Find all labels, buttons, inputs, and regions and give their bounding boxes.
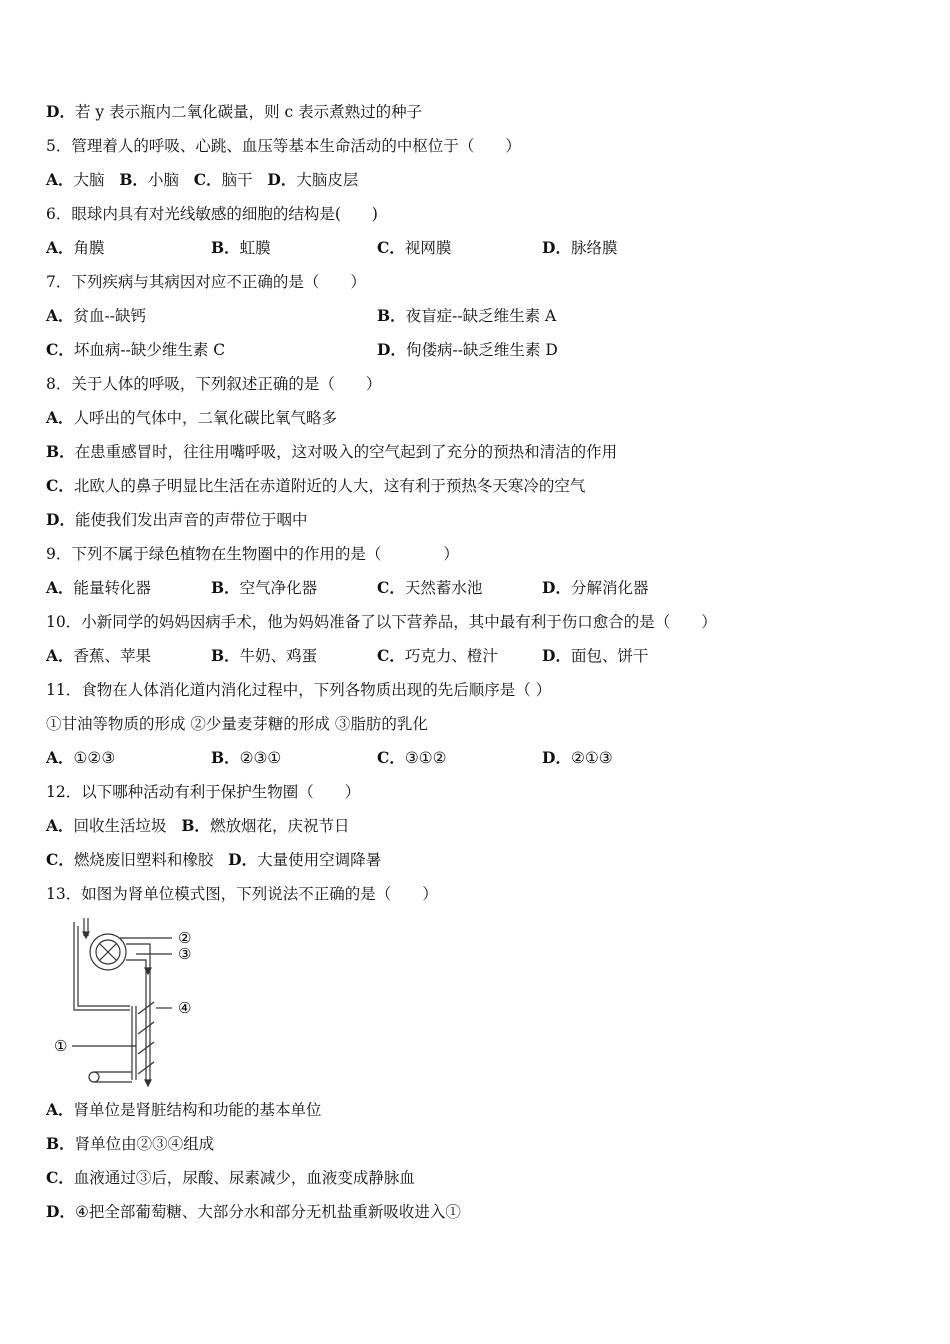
option-letter: C． — [46, 1168, 74, 1187]
option-letter: D． — [228, 850, 258, 869]
option-text: ④把全部葡萄糖、大部分水和部分无机盐重新吸收进入① — [74, 1203, 461, 1221]
q11-stem: 11．食物在人体消化道内消化过程中，下列各物质出现的先后顺序是（ ） — [46, 681, 552, 699]
q10-stem: 10．小新同学的妈妈因病手术，他为妈妈准备了以下营养品，其中最有利于伤口愈合的是（ ） — [46, 613, 717, 631]
loop-end — [89, 1072, 99, 1082]
diagram-label-4: ④ — [178, 999, 192, 1017]
option-letter: B． — [46, 1134, 75, 1153]
q13-option-c — [46, 1168, 415, 1188]
option-text: 视网膜 — [404, 239, 452, 257]
option-text: 分解消化器 — [570, 579, 649, 597]
option-text: 大脑皮层 — [296, 171, 359, 189]
option-text: ③①② — [404, 749, 447, 767]
option-letter: D． — [46, 1202, 75, 1221]
option-text: 脑干 — [221, 171, 253, 189]
option-text: 佝偻病--缺乏维生素 D — [405, 341, 558, 359]
diagram-label-3: ③ — [178, 945, 192, 963]
option-text: 面包、饼干 — [570, 647, 649, 665]
q6-option-a — [46, 238, 105, 258]
arrow-down-icon — [83, 932, 89, 938]
option-text: 牛奶、鸡蛋 — [239, 647, 318, 665]
option-letter: C． — [377, 238, 405, 257]
option-letter: A． — [46, 238, 74, 257]
option-text: 人呼出的气体中，二氧化碳比氧气略多 — [73, 409, 338, 427]
option-letter: A． — [46, 306, 74, 325]
q10-option-a — [46, 646, 151, 666]
option-letter: C． — [377, 748, 405, 767]
option-letter: D． — [542, 748, 571, 767]
q13-option-a — [46, 1100, 322, 1120]
q12-stem: 12．以下哪种活动有利于保护生物圈（ ） — [46, 783, 361, 801]
q13-option-d — [46, 1202, 461, 1222]
option-text: 回收生活垃圾 — [73, 817, 167, 835]
option-letter: C． — [193, 170, 222, 189]
q4-option-d — [46, 102, 422, 122]
option-letter: D． — [46, 102, 75, 121]
option-text: 大量使用空调降暑 — [257, 851, 382, 869]
q7-option-b — [377, 306, 556, 326]
q9-option-b — [211, 578, 317, 598]
option-text: 肾单位由②③④组成 — [74, 1135, 215, 1153]
nephron-diagram — [50, 914, 200, 1090]
option-text: 燃烧废旧塑料和橡胶 — [73, 851, 214, 869]
q7-option-c — [46, 340, 225, 360]
q5-options — [46, 170, 358, 190]
option-letter: A． — [46, 646, 74, 665]
diagram-label-2: ② — [178, 929, 192, 947]
q9-option-c — [377, 578, 482, 598]
option-letter: B． — [377, 306, 406, 325]
option-text: ②③① — [239, 749, 282, 767]
option-text: 肾单位是肾脏结构和功能的基本单位 — [73, 1101, 322, 1119]
q13-stem: 13．如图为肾单位模式图，下列说法不正确的是（ ） — [46, 885, 438, 903]
option-text: 脉络膜 — [570, 239, 618, 257]
option-text: ①②③ — [73, 749, 116, 767]
option-letter: B． — [181, 816, 210, 835]
option-text: 角膜 — [73, 239, 105, 257]
arrow-down-icon — [145, 1080, 151, 1086]
option-letter: A． — [46, 408, 74, 427]
q8-option-c — [46, 476, 585, 496]
option-letter: B． — [119, 170, 148, 189]
option-letter: D． — [542, 578, 571, 597]
option-text: 天然蓄水池 — [404, 579, 483, 597]
option-text: 大脑 — [73, 171, 105, 189]
q8-option-d — [46, 510, 307, 530]
q13-option-b — [46, 1134, 214, 1154]
option-letter: B． — [211, 646, 240, 665]
option-letter: B． — [211, 238, 240, 257]
option-letter: D． — [542, 646, 571, 665]
option-text: 在患重感冒时，往往用嘴呼吸，这对吸入的空气起到了充分的预热和清洁的作用 — [74, 443, 618, 461]
q12-options-cd — [46, 850, 381, 870]
option-letter: C． — [46, 850, 74, 869]
q6-option-c — [377, 238, 451, 258]
option-letter: B． — [211, 578, 240, 597]
q7-stem: 7．下列疾病与其病因对应不正确的是（ ） — [46, 273, 366, 291]
option-text: 香蕉、苹果 — [73, 647, 152, 665]
option-text: ②①③ — [570, 749, 613, 767]
q7-option-a — [46, 306, 146, 326]
q11-sub: ①甘油等物质的形成 ②少量麦芽糖的形成 ③脂肪的乳化 — [46, 715, 428, 733]
option-text: 燃放烟花，庆祝节日 — [209, 817, 350, 835]
q10-option-c — [377, 646, 498, 666]
q11-option-b — [211, 748, 281, 768]
q6-option-d — [542, 238, 617, 258]
option-text: 贫血--缺钙 — [73, 307, 147, 325]
q11-option-d — [542, 748, 613, 768]
q10-option-d — [542, 646, 648, 666]
q5-stem: 5．管理着人的呼吸、心跳、血压等基本生命活动的中枢位于（ ） — [46, 137, 521, 155]
option-letter: D． — [267, 170, 297, 189]
option-letter: A． — [46, 748, 74, 767]
option-text: 巧克力、橙汁 — [404, 647, 498, 665]
q6-option-b — [211, 238, 271, 258]
q7-option-d — [377, 340, 558, 360]
option-text: 夜盲症--缺乏维生素 A — [405, 307, 557, 325]
diagram-label-1: ① — [54, 1037, 68, 1055]
q10-option-b — [211, 646, 317, 666]
option-letter: A． — [46, 816, 74, 835]
option-text: 能使我们发出声音的声带位于咽中 — [74, 511, 308, 529]
option-text: 能量转化器 — [73, 579, 152, 597]
q8-stem: 8．关于人体的呼吸，下列叙述正确的是（ ） — [46, 375, 382, 393]
q11-option-a — [46, 748, 115, 768]
option-letter: A． — [46, 170, 74, 189]
option-text: 坏血病--缺少维生素 C — [73, 341, 226, 359]
q9-stem: 9．下列不属于绿色植物在生物圈中的作用的是（ ） — [46, 545, 459, 563]
q9-option-d — [542, 578, 648, 598]
option-letter: B． — [211, 748, 240, 767]
q11-option-c — [377, 748, 447, 768]
option-letter: D． — [542, 238, 571, 257]
option-letter: C． — [377, 578, 405, 597]
q12-options-ab — [46, 816, 349, 836]
option-letter: D． — [377, 340, 406, 359]
q6-stem: 6．眼球内具有对光线敏感的细胞的结构是( ) — [46, 205, 378, 223]
q8-option-a — [46, 408, 337, 428]
option-text: 空气净化器 — [239, 579, 318, 597]
option-text: 若 y 表示瓶内二氧化碳量，则 c 表示煮熟过的种子 — [74, 103, 423, 121]
option-text: 血液通过③后，尿酸、尿素减少，血液变成静脉血 — [73, 1169, 415, 1187]
option-letter: B． — [46, 442, 75, 461]
option-letter: D． — [46, 510, 75, 529]
q9-option-a — [46, 578, 151, 598]
option-text: 小脑 — [147, 171, 179, 189]
q8-option-b — [46, 442, 617, 462]
option-letter: C． — [377, 646, 405, 665]
option-letter: A． — [46, 1100, 74, 1119]
option-text: 北欧人的鼻子明显比生活在赤道附近的人大，这有利于预热冬天寒冷的空气 — [73, 477, 586, 495]
option-text: 虹膜 — [239, 239, 271, 257]
option-letter: A． — [46, 578, 74, 597]
option-letter: C． — [46, 476, 74, 495]
option-letter: C． — [46, 340, 74, 359]
